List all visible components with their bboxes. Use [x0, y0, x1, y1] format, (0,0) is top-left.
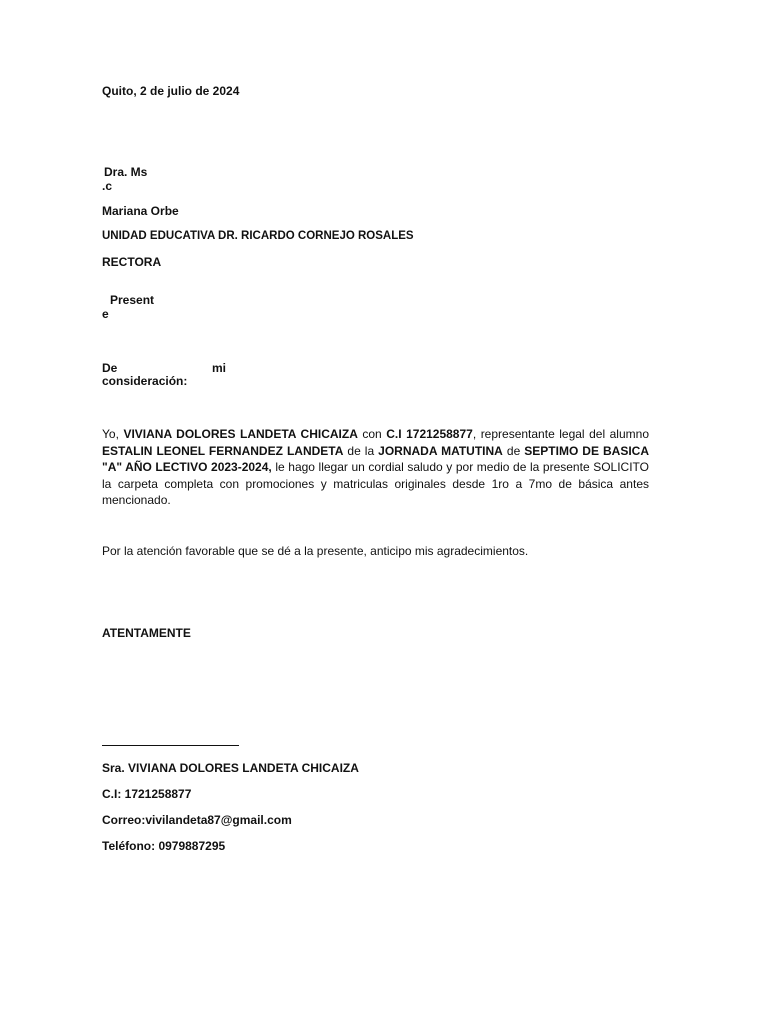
- signature-email: Correo:vivilandeta87@gmail.com: [102, 813, 292, 827]
- p1-yo: Yo,: [102, 427, 119, 441]
- signature-phone: Teléfono: 0979887295: [102, 839, 226, 853]
- p1-parent-name: VIVIANA DOLORES LANDETA CHICAIZA: [123, 427, 358, 441]
- place-date: Quito, 2 de julio de 2024: [102, 84, 240, 98]
- present-line2: e: [102, 307, 109, 321]
- greeting-word-de: De: [102, 361, 118, 375]
- signature-line: [102, 745, 239, 746]
- recipient-name: Mariana Orbe: [102, 204, 179, 218]
- p1-representative: , representante legal del alumno: [472, 427, 649, 441]
- body-paragraph-2: Por la atención favorable que se dé a la presente, anticipo mis agradecimientos.: [102, 544, 529, 558]
- signature-name: Sra. VIVIANA DOLORES LANDETA CHICAIZA: [102, 761, 359, 775]
- signature-ci: C.I: 1721258877: [102, 787, 192, 801]
- p1-grade: SEPTIMO DE BASICA "A" AÑO LECTIVO 2023-2024,: [102, 443, 649, 474]
- recipient-title-line2: .c: [102, 179, 113, 193]
- p1-request: le hago llegar un cordial saludo y por medio de la presente SOLICITO la carpeta completa con promociones y matriculas originales desde 1ro a 7mo de básica antes mencionado.: [102, 460, 649, 507]
- body-paragraph-1: [102, 426, 649, 509]
- p1-con: con: [362, 427, 382, 441]
- p1-student-name: ESTALIN LEONEL FERNANDEZ LANDETA: [102, 443, 344, 458]
- greeting-consideracion: consideración:: [102, 374, 188, 388]
- recipient-institution: UNIDAD EDUCATIVA DR. RICARDO CORNEJO ROSALES: [102, 230, 414, 242]
- closing: ATENTAMENTE: [102, 626, 191, 640]
- recipient-title-line1: Dra. Ms: [104, 165, 148, 179]
- recipient-position: RECTORA: [102, 255, 162, 269]
- present-line1: Present: [110, 293, 155, 307]
- p1-de-la: de la: [347, 443, 375, 458]
- p1-jornada: JORNADA MATUTINA: [378, 443, 503, 458]
- p1-de: de: [506, 443, 521, 458]
- p1-ci: C.I 1721258877: [386, 427, 473, 441]
- greeting-word-mi: mi: [212, 361, 227, 375]
